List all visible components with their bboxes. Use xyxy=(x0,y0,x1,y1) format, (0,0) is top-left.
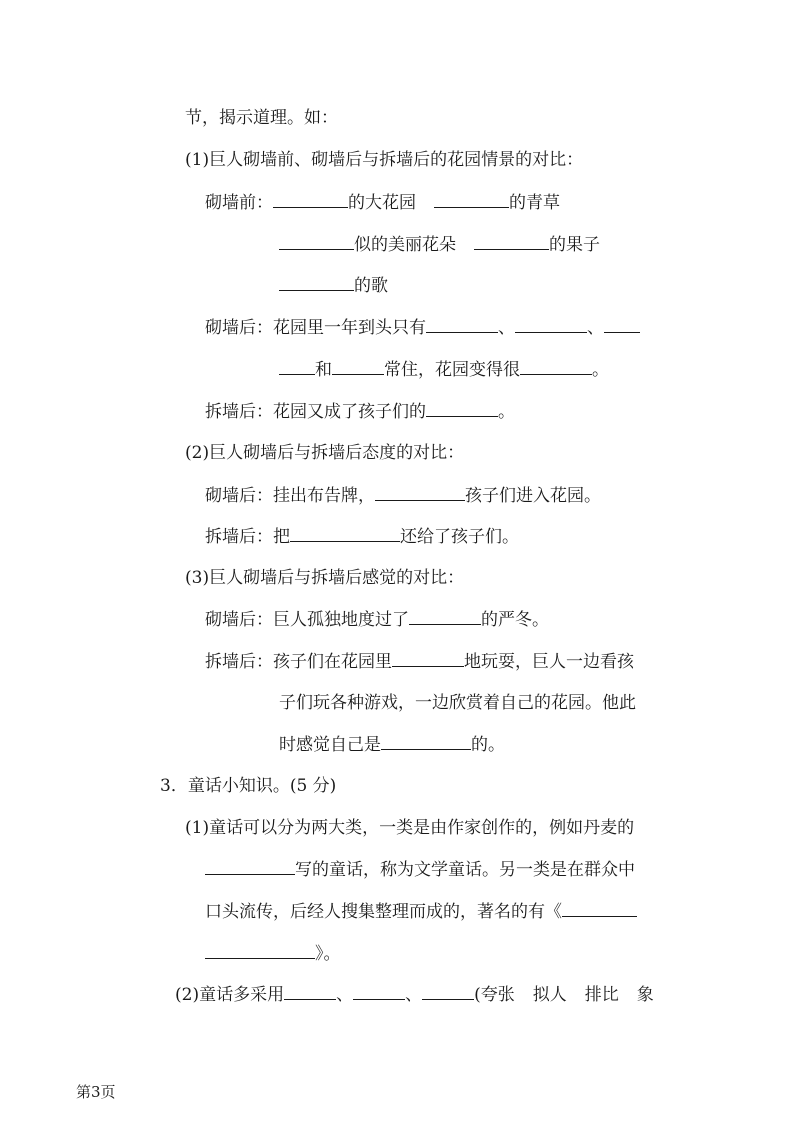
text-line xyxy=(205,649,634,674)
answer-blank[interactable] xyxy=(434,190,509,208)
line-text: 常住，花园变得很 xyxy=(384,360,520,380)
answer-blank[interactable] xyxy=(381,732,471,750)
line-text: 和 xyxy=(315,360,332,380)
text-line xyxy=(205,483,601,508)
line-text: 口头流传，后经人搜集整理而成的，著名的有《 xyxy=(205,902,562,922)
answer-blank[interactable] xyxy=(515,315,587,333)
text-line xyxy=(205,315,640,340)
answer-blank[interactable] xyxy=(426,399,498,417)
line-text: (1)巨人砌墙前、砌墙后与拆墙后的花园情景的对比： xyxy=(185,150,584,170)
line-text: 。 xyxy=(498,402,515,422)
line-text: 的严冬。 xyxy=(481,610,549,630)
answer-blank[interactable] xyxy=(520,357,592,375)
line-text: 、 xyxy=(498,318,515,338)
text-line xyxy=(205,899,637,924)
answer-blank[interactable] xyxy=(332,357,384,375)
answer-blank[interactable] xyxy=(284,982,336,1000)
option-text: (夸张 xyxy=(474,985,515,1005)
text-line xyxy=(279,691,636,715)
line-text: (1)童话可以分为两大类，一类是由作家创作的，例如丹麦的 xyxy=(185,818,635,838)
answer-blank[interactable] xyxy=(392,649,464,667)
line-text: 》。 xyxy=(315,944,341,964)
line-text: 的歌 xyxy=(354,276,388,296)
line-text: 的青草 xyxy=(509,193,560,213)
text-line xyxy=(175,982,654,1007)
text-line xyxy=(205,399,515,424)
option-text: 排比 xyxy=(584,985,619,1005)
text-line xyxy=(185,106,338,130)
line-text: 地玩耍，巨人一边看孩 xyxy=(464,652,634,672)
line-text: 。 xyxy=(592,360,609,380)
line-text: 挂出布告牌， xyxy=(273,486,375,506)
line-text: 的果子 xyxy=(549,235,600,255)
line-text: 似的美丽花朵 xyxy=(354,235,456,255)
line-text: 写的童话，称为文学童话。另一类是在群众中 xyxy=(295,860,635,880)
row-label: 砌墙后： xyxy=(205,486,273,506)
answer-blank[interactable] xyxy=(422,982,474,1000)
text-line xyxy=(205,857,635,882)
answer-blank[interactable] xyxy=(426,315,498,333)
question-heading xyxy=(160,774,336,798)
answer-blank[interactable] xyxy=(205,941,315,959)
text-line xyxy=(205,524,519,549)
page-number: 第3页 xyxy=(76,1083,116,1101)
subquestion-heading xyxy=(185,148,583,172)
answer-blank[interactable] xyxy=(205,857,295,875)
line-text: (3)巨人砌墙后与拆墙后感觉的对比： xyxy=(185,568,465,588)
line-text: 的。 xyxy=(471,735,505,755)
answer-blank[interactable] xyxy=(279,273,354,291)
text-line xyxy=(205,190,560,215)
text-line xyxy=(279,357,609,382)
answer-blank[interactable] xyxy=(290,524,400,542)
line-text: 节，揭示道理。如： xyxy=(185,108,338,128)
subquestion-heading xyxy=(185,566,464,590)
answer-blank[interactable] xyxy=(353,982,405,1000)
line-text: 3．童话小知识。(5 分) xyxy=(160,776,337,796)
answer-blank[interactable] xyxy=(279,357,315,375)
text-line xyxy=(185,816,634,840)
text-line xyxy=(205,607,549,632)
line-text: 花园又成了孩子们的 xyxy=(273,402,426,422)
text-line xyxy=(279,232,600,257)
answer-blank[interactable] xyxy=(375,483,465,501)
row-label: 拆墙后： xyxy=(205,402,273,422)
option-text: 象 xyxy=(636,985,654,1005)
answer-blank[interactable] xyxy=(279,232,354,250)
line-text: 子们玩各种游戏，一边欣赏着自己的花园。他此 xyxy=(279,693,636,713)
line-text: 孩子们进入花园。 xyxy=(465,486,601,506)
row-label: 拆墙后： xyxy=(205,652,273,672)
line-text: 、 xyxy=(587,318,604,338)
line-text: 、 xyxy=(336,985,354,1005)
line-text: (2)巨人砌墙后与拆墙后态度的对比： xyxy=(185,443,465,463)
row-label: 砌墙后： xyxy=(205,610,273,630)
line-text: 、 xyxy=(405,985,423,1005)
text-line xyxy=(205,941,341,966)
answer-blank[interactable] xyxy=(409,607,481,625)
text-line xyxy=(279,273,388,298)
line-text: 巨人孤独地度过了 xyxy=(273,610,409,630)
line-text: 花园里一年到头只有 xyxy=(273,318,426,338)
row-label: 拆墙后： xyxy=(205,527,273,547)
line-text: 的大花园 xyxy=(348,193,416,213)
line-text: (2)童话多采用 xyxy=(175,985,285,1005)
line-text: 把 xyxy=(273,527,290,547)
line-text: 时感觉自己是 xyxy=(279,735,381,755)
line-text: 还给了孩子们。 xyxy=(400,527,519,547)
answer-blank[interactable] xyxy=(273,190,348,208)
row-label: 砌墙后： xyxy=(205,318,273,338)
text-line xyxy=(279,732,505,757)
answer-blank[interactable] xyxy=(604,315,640,333)
answer-blank[interactable] xyxy=(562,899,637,917)
answer-blank[interactable] xyxy=(474,232,549,250)
subquestion-heading xyxy=(185,441,464,465)
row-label: 砌墙前： xyxy=(205,193,273,213)
option-text: 拟人 xyxy=(532,985,567,1005)
line-text: 孩子们在花园里 xyxy=(273,652,392,672)
